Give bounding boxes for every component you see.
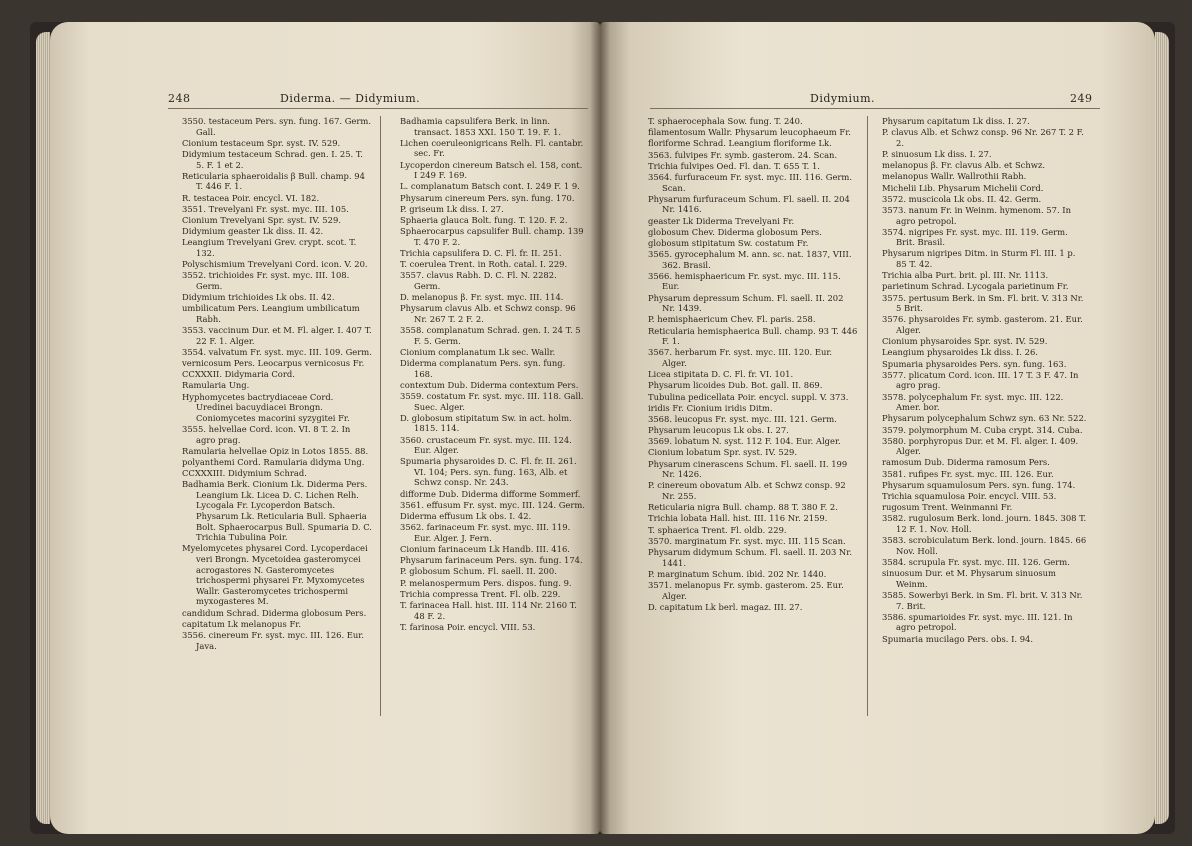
entry: 3556. cinereum Fr. syst. myc. III. 126. Eur. Java. — [182, 629, 365, 651]
entry: Trichia capsulifera D. C. Fl. fr. II. 251. — [400, 247, 562, 258]
entry: Didymium trichioides Lk obs. II. 42. — [182, 292, 335, 303]
entry: 3573. nanum Fr. in Weinm. hymenom. 57. In agro petropol. — [882, 204, 1071, 226]
entry: 3571. melanopus Fr. symb. gasterom. 25. Eur. Alger. — [648, 579, 844, 601]
entry: Physarum didymum Schum. Fl. saell. II. 203 Nr. 1441. — [648, 546, 853, 568]
entry: 3560. crustaceum Fr. syst. myc. III. 124. Eur. Alger. — [400, 434, 572, 456]
book-spread — [30, 22, 1175, 834]
entry: polyanthemi Cord. Ramularia didyma Ung. — [182, 456, 365, 467]
entry: D. globosum stipitatum Sw. in act. holm. 1815. 114. — [400, 412, 572, 434]
entry: P. hemisphaericum Chev. Fl. paris. 258. — [648, 314, 816, 325]
entry: 3586. spumarioides Fr. syst. myc. III. 121. In agro petropol. — [882, 611, 1073, 633]
left-page-column-2 — [400, 116, 585, 633]
entry: Cionium physaroides Spr. syst. IV. 529. — [882, 336, 1048, 347]
entry: filamentosum Wallr. Physarum leucophaeum Fr. — [648, 127, 851, 138]
right-page-column-2 — [882, 116, 1087, 645]
right-header-rule — [650, 108, 1100, 109]
entry: 3566. hemisphaericum Fr. syst. myc. III. 115. Eur. — [648, 270, 841, 292]
left-running-head: Diderma. — Didymium. — [280, 92, 421, 105]
entry: 3576. physaroides Fr. symb. gasterom. 21. Eur. Alger. — [882, 314, 1083, 335]
entry: Physarum farinaceum Pers. syn. fung. 174. — [400, 555, 583, 566]
book-gutter — [590, 22, 610, 834]
entry: Physarum leucopus Lk obs. I. 27. — [648, 425, 789, 436]
entry: difforme Dub. Diderma difforme Sommerf. — [400, 488, 581, 499]
entry: Cionium Trevelyani Spr. syst. IV. 529. — [182, 214, 341, 225]
entry: 3564. furfuraceum Fr. syst. myc. III. 116. Germ. Scan. — [648, 171, 853, 193]
right-column-divider — [867, 116, 868, 716]
entry: P. sinuosum Lk diss. I. 27. — [882, 148, 992, 159]
entry: Reticularia sphaeroidalis β Bull. champ. 94 T. 446 F. 1. — [182, 170, 365, 192]
entry: Physarum nigripes Ditm. in Sturm Fl. III. 1 p. 85 T. 42. — [882, 248, 1076, 270]
entry: 3582. rugulosum Berk. lond. journ. 1845. 308 T. 12 F. 1. Nov. Holl. — [882, 513, 1087, 534]
entry: Cionium testaceum Spr. syst. IV. 529. — [182, 137, 341, 148]
entry: Trichia squamulosa Poir. encycl. VIII. 53. — [882, 491, 1057, 502]
entry: Trichia compressa Trent. Fl. olb. 229. — [400, 588, 561, 599]
entry: Polyschismium Trevelyani Cord. icon. V. 20. — [182, 259, 368, 270]
entry: Leangium Trevelyani Grev. crypt. scot. T. 132. — [182, 237, 357, 258]
entry: Spumaria physaroides D. C. Fl. fr. II. 261. VI. 104; Pers. syn. fung. 163, Alb. et Schwz consp. Nr. 243. — [400, 456, 577, 488]
entry: Diderma effusum Lk obs. I. 42. — [400, 511, 532, 522]
right-page-number: 249 — [1070, 92, 1093, 105]
entry: Spumaria physaroides Pers. syn. fung. 163. — [882, 358, 1067, 369]
entry: 3555. helvellae Cord. icon. VI. 8 T. 2. In agro prag. — [182, 423, 351, 445]
entry: Physarum licoides Dub. Bot. gall. II. 869. — [648, 380, 823, 391]
entry: Physarum clavus Alb. et Schwz consp. 96 Nr. 267 T. 2 F. 2. — [400, 303, 576, 324]
entry: ramosum Dub. Diderma ramosum Pers. — [882, 457, 1050, 468]
entry: 3558. complanatum Schrad. gen. I. 24 T. 5 F. 5. Germ. — [400, 325, 581, 346]
entry: 3557. clavus Rabh. D. C. Fl. N. 2282. Germ. — [400, 270, 557, 291]
entry: Reticularia nigra Bull. champ. 88 T. 380 F. 2. — [648, 502, 838, 513]
entry: 3580. porphyropus Dur. et M. Fl. alger. I. 409. Alger. — [882, 435, 1079, 457]
entry: Myelomycetes physarei Cord. Lycoperdacei veri Brongn. Mycetoidea gasteromycei acrogastores N. Gasteromycetes trichospermi physarei Fr. Myxomycetes Wallr. Gasteromycetes trichospermi myxogasteres M. — [182, 543, 368, 607]
entry: 3554. valvatum Fr. syst. myc. III. 109. Germ. — [182, 346, 372, 357]
entry: D. melanopus β. Fr. syst. myc. III. 114. — [400, 292, 564, 303]
entry: Ramularia helvellae Opiz in Lotos 1855. 88. — [182, 445, 369, 456]
entry: 3577. plicatum Cord. icon. III. 17 T. 3 F. 47. In agro prag. — [882, 369, 1079, 391]
entry: Physarum cinerascens Schum. Fl. saell. II. 199 Nr. 1426. — [648, 458, 848, 480]
entry: 3559. costatum Fr. syst. myc. III. 118. Gall. Suec. Alger. — [400, 390, 584, 412]
entry: 3553. vaccinum Dur. et M. Fl. alger. I. 407 T. 22 F. 1. Alger. — [182, 325, 372, 346]
entry: 3562. farinaceum Fr. syst. myc. III. 119. Eur. Alger. J. Fern. — [400, 522, 571, 543]
entry: Michelii Lib. Physarum Michelii Cord. — [882, 182, 1044, 193]
entry: Physarum squamulosum Pers. syn. fung. 174. — [882, 479, 1076, 490]
right-page — [600, 22, 1155, 834]
entry: Cionium farinaceum Lk Handb. III. 416. — [400, 544, 570, 554]
entry: parietinum Schrad. Lycogala parietinum Fr. — [882, 281, 1069, 292]
entry: 3561. effusum Fr. syst. myc. III. 124. Germ. — [400, 499, 585, 510]
entry: D. capitatum Lk berl. magaz. III. 27. — [648, 601, 803, 612]
entry: Physarum polycephalum Schwz syn. 63 Nr. 522. — [882, 413, 1087, 424]
entry: umbilicatum Pers. Leangium umbilicatum Rabh. — [182, 303, 360, 324]
entry: melanopus Wallr. Wallrothii Rabh. — [882, 171, 1027, 182]
entry: Trichia alba Purt. brit. pl. III. Nr. 1113. — [882, 270, 1049, 281]
entry: Cionium lobatum Spr. syst. IV. 529. — [648, 447, 798, 458]
entry: sinuosum Dur. et M. Physarum sinuosum Weinm. — [882, 568, 1056, 589]
entry: contextum Dub. Diderma contextum Pers. — [400, 379, 579, 390]
left-header-rule — [168, 108, 588, 109]
entry: T. sphaerica Trent. Fl. oldb. 229. — [648, 524, 787, 535]
entry: Lycoperdon cinereum Batsch el. 158, cont. I 249 F. 169. — [400, 159, 583, 181]
entry: T. sphaerocephala Sow. fung. T. 240. — [648, 116, 803, 126]
entry: Ramularia Ung. — [182, 380, 250, 391]
left-page — [50, 22, 600, 834]
left-column-divider — [380, 116, 381, 716]
entry: 3570. marginatum Fr. syst. myc. III. 115 Scan. — [648, 535, 846, 546]
entry: globosum stipitatum Sw. costatum Fr. — [648, 237, 809, 248]
entry: 3583. scrobiculatum Berk. lond. journ. 1845. 66 Nov. Holl. — [882, 535, 1087, 556]
entry: Lichen coeruleonigricans Relh. Fl. cantabr. sec. Fr. — [400, 137, 584, 159]
entry: CCXXXII. Didymaria Cord. — [182, 369, 295, 380]
entry: T. farinacea Hall. hist. III. 114 Nr. 2160 T. 48 F. 2. — [400, 599, 577, 621]
entry: 3585. Sowerbyi Berk. in Sm. Fl. brit. V. 313 Nr. 7. Brit. — [882, 589, 1083, 611]
entry: Diderma complanatum Pers. syn. fung. 168. — [400, 357, 566, 379]
entry: 3584. scrupula Fr. syst. myc. III. 126. Germ. — [882, 556, 1070, 567]
entry: 3567. herbarum Fr. syst. myc. III. 120. Eur. Alger. — [648, 347, 833, 368]
entry: T. farinosa Poir. encycl. VIII. 53. — [400, 621, 536, 632]
entry: R. testacea Poir. encycl. VI. 182. — [182, 192, 320, 203]
entry: Hyphomycetes bactrydiaceae Cord. Uredinei bacuydiacei Brongn. Coniomycetes macorini syzygitei Fr. — [182, 391, 350, 423]
entry: P. marginatum Schum. ibid. 202 Nr. 1440. — [648, 568, 827, 579]
entry: P. globosum Schum. Fl. saell. II. 200. — [400, 566, 557, 577]
entry: geaster Lk Diderma Trevelyani Fr. — [648, 215, 795, 226]
entry: 3572. muscicola Lk obs. II. 42. Germ. — [882, 193, 1042, 204]
entry: 3581. rufipes Fr. syst. myc. III. 126. Eur. — [882, 468, 1054, 479]
left-page-column-1 — [182, 116, 372, 652]
entry: Reticularia hemisphaerica Bull. champ. 93 T. 446 F. 1. — [648, 325, 858, 347]
right-page-column-1 — [648, 116, 858, 613]
left-page-number: 248 — [168, 92, 191, 105]
entry: P. cinereum obovatum Alb. et Schwz consp. 92 Nr. 255. — [648, 480, 846, 502]
entry: Physarum cinereum Pers. syn. fung. 170. — [400, 192, 575, 203]
entry: capitatum Lk melanopus Fr. — [182, 618, 302, 629]
entry: globosum Chev. Diderma globosum Pers. — [648, 226, 822, 237]
entry: Sphaerocarpus capsulifer Bull. champ. 139 T. 470 F. 2. — [400, 226, 584, 247]
entry: 3550. testaceum Pers. syn. fung. 167. Germ. Gall. — [182, 116, 371, 137]
right-running-head: Didymium. — [810, 92, 876, 105]
entry: Trichia fulvipes Oed. Fl. dan. T. 655 T. 1. — [648, 160, 820, 171]
entry: Didymium testaceum Schrad. gen. I. 25. T. 5. F. 1 et 2. — [182, 148, 363, 170]
entry: L. complanatum Batsch cont. I. 249 F. 1 9. — [400, 181, 580, 192]
page-edges-right — [1155, 32, 1169, 824]
entry: CCXXXIII. Didymium Schrad. — [182, 468, 307, 479]
entry: Physarum capitatum Lk diss. I. 27. — [882, 116, 1030, 126]
entry: rugosum Trent. Weinmanni Fr. — [882, 502, 1013, 513]
entry: vernicosum Pers. Leocarpus vernicosus Fr. — [182, 357, 365, 368]
entry: 3552. trichioides Fr. syst. myc. III. 108. Germ. — [182, 270, 350, 291]
entry: P. clavus Alb. et Schwz consp. 96 Nr. 267 T. 2 F. 2. — [882, 127, 1084, 148]
entry: Leangium physaroides Lk diss. I. 26. — [882, 347, 1038, 358]
entry: Physarum depressum Schum. Fl. saell. II. 202 Nr. 1439. — [648, 292, 844, 314]
entry: melanopus β. Fr. clavus Alb. et Schwz. — [882, 160, 1046, 171]
entry: iridis Fr. Cionium iridis Ditm. — [648, 402, 773, 413]
entry: Spumaria mucilago Pers. obs. I. 94. — [882, 633, 1034, 644]
entry: 3574. nigripes Fr. syst. myc. III. 119. Germ. Brit. Brasil. — [882, 226, 1068, 248]
entry: Sphaeria glauca Bolt. fung. T. 120. F. 2. — [400, 214, 568, 225]
page-edges-left — [36, 32, 50, 824]
entry: Badhamia Berk. Cionium Lk. Diderma Pers. Leangium Lk. Licea D. C. Lichen Relh. Lycogala Fr. Lycoperdon Batsch. Physarum Lk. Reticularia Bull. Sphaeria Bolt. Sphaerocarpus Bull. Spumaria D. C. Trichia Tubulina Poir. — [182, 479, 372, 543]
entry: 3569. lobatum N. syst. 112 F. 104. Eur. Alger. — [648, 436, 841, 447]
entry: candidum Schrad. Diderma globosum Pers. — [182, 607, 367, 618]
entry: T. coerulea Trent. in Roth. catal. I. 229. — [400, 259, 568, 270]
entry: Tubulina pedicellata Poir. encycl. suppl. V. 373. — [648, 391, 849, 402]
entry: 3565. gyrocephalum M. ann. sc. nat. 1837, VIII. 362. Brasil. — [648, 249, 852, 270]
entry: 3578. polycephalum Fr. syst. myc. III. 122. Amer. bor. — [882, 391, 1064, 413]
entry: Trichia lobata Hall. hist. III. 116 Nr. 2159. — [648, 513, 828, 524]
entry: P. melanospermum Pers. dispos. fung. 9. — [400, 577, 572, 588]
entry: 3551. Trevelyani Fr. syst. myc. III. 105. — [182, 203, 349, 214]
entry: 3568. leucopus Fr. syst. myc. III. 121. Germ. — [648, 413, 837, 424]
entry: Cionium complanatum Lk sec. Wallr. — [400, 346, 556, 357]
entry: floriforme Schrad. Leangium floriforme Lk. — [648, 138, 832, 149]
entry: Didymium geaster Lk diss. II. 42. — [182, 226, 324, 237]
entry: 3575. pertusum Berk. in Sm. Fl. brit. V. 313 Nr. 5 Brit. — [882, 292, 1084, 314]
entry: Badhamia capsulifera Berk. in linn. transact. 1853 XXI. 150 T. 19. F. 1. — [400, 116, 562, 137]
entry: Licea stipitata D. C. Fl. fr. VI. 101. — [648, 369, 794, 380]
entry: 3579. polymorphum M. Cuba crypt. 314. Cuba. — [882, 424, 1083, 435]
entry: Physarum furfuraceum Schum. Fl. saell. II. 204 Nr. 1416. — [648, 193, 850, 215]
entry: 3563. fulvipes Fr. symb. gasterom. 24. Scan. — [648, 149, 838, 160]
entry: P. griseum Lk diss. I. 27. — [400, 203, 504, 214]
